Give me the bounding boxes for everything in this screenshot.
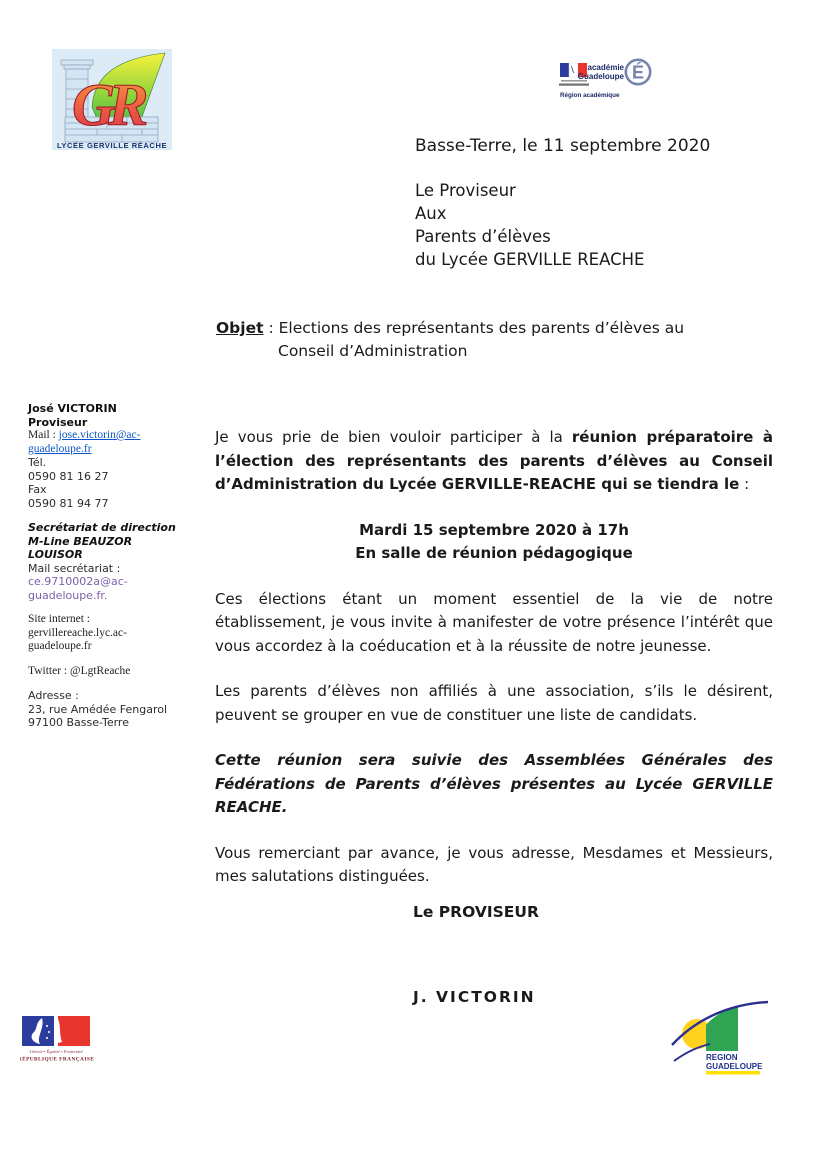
republique-motto: Liberté • Égalité • Fraternité — [29, 1049, 83, 1054]
twitter-line: Twitter : @LgtReache — [28, 664, 131, 677]
address-label: Adresse : — [28, 689, 79, 702]
republique-name: RÉPUBLIQUE FRANÇAISE — [20, 1056, 94, 1063]
website-label: Site internet : — [28, 613, 90, 625]
principal-title: Proviseur — [28, 415, 88, 429]
contact-sidebar — [28, 402, 178, 741]
paragraph-closing: Vous remerciant par avance, je vous adresse, Mesdames et Messieurs, mes salutations distinguées. — [215, 843, 773, 885]
yellow-bar — [706, 1071, 760, 1075]
school-logo — [52, 49, 172, 150]
principal-name: José VICTORIN — [28, 402, 117, 415]
academy-logo-graphic — [556, 54, 658, 102]
address-line2: 97100 Basse-Terre — [28, 716, 129, 729]
mail-label: Mail : — [28, 429, 59, 441]
recipient-line: Le Proviseur — [415, 181, 516, 200]
secretariat-group — [28, 521, 178, 602]
signature-title: Le PROVISEUR — [413, 903, 539, 921]
academy-e-icon — [626, 60, 650, 84]
subject-text: Elections des représentants des parents d’élèves au — [278, 319, 685, 337]
region-name-line2: GUADELOUPE — [706, 1062, 763, 1071]
principal-mail-link[interactable]: jose.victorin@ac-guadeloupe.fr — [28, 429, 141, 455]
island-shape — [706, 1007, 738, 1051]
subject-block — [216, 317, 684, 363]
principal-contact-group — [28, 402, 178, 510]
meeting-date: Mardi 15 septembre 2020 à 17h — [359, 520, 629, 539]
recipient-block — [415, 179, 644, 271]
principal-mail-line — [28, 429, 178, 456]
secretariat-mail-link[interactable]: ce.9710002a@ac-guadeloupe.fr. — [28, 575, 128, 602]
recipient-line: Parents d’élèves — [415, 227, 551, 246]
recipient-line: du Lycée GERVILLE REACHE — [415, 250, 645, 269]
fax-label: Fax — [28, 483, 47, 496]
region-name-line1: REGION — [706, 1053, 738, 1062]
paragraph-candidates: Les parents d’élèves non affiliés à une association, s’ils le désirent, peuvent se grouper en vue de constituer une liste de candidats. — [215, 682, 773, 724]
invitation-bold-text: réunion préparatoire à l’élection des représentants des parents d’élèves au Conseil d’Administration du Lycée GERVILLE-REACHE qui se tiendra le — [215, 428, 773, 493]
subject-line1 — [216, 317, 684, 340]
date-line: Basse-Terre, le 11 septembre 2020 — [415, 136, 711, 156]
academy-line1: académie — [587, 63, 624, 72]
secretariat-mail-label: Mail secrétariat : — [28, 561, 121, 575]
school-logo-label: LYCÉE GERVILLE RÉACHE — [56, 141, 168, 150]
fax-number: 0590 81 94 77 — [28, 496, 109, 510]
secretariat-title: Secrétariat de direction — [28, 521, 176, 534]
address-group — [28, 689, 178, 730]
address-line1: 23, rue Amédée Fengarol — [28, 702, 168, 716]
letter-body — [215, 426, 773, 911]
subject-separator: : — [263, 319, 279, 337]
tel-number: 0590 81 16 27 — [28, 469, 109, 483]
recipient-line: Aux — [415, 204, 447, 223]
school-logo-graphic — [52, 49, 172, 150]
academy-line2: Guadeloupe — [577, 72, 624, 81]
region-logo-graphic — [670, 999, 772, 1075]
meeting-details — [215, 519, 773, 566]
tel-label: Tél. — [28, 456, 47, 469]
republique-francaise-logo — [20, 1016, 94, 1066]
school-initials: GR — [72, 72, 142, 138]
website-group — [28, 613, 178, 654]
republique-logo-graphic — [20, 1016, 94, 1066]
website-url: gervillereache.lyc.ac-guadeloupe.fr — [28, 626, 127, 652]
region-guadeloupe-logo — [670, 999, 772, 1075]
paragraph-invitation: Je vous prie de bien vouloir participer à la réunion préparatoire à l’élection des représentants des parents d’élèves au Conseil d’Administration du Lycée GERVILLE-REACHE qui se tiendra le : — [215, 428, 773, 493]
meeting-place: En salle de réunion pédagogique — [355, 544, 633, 562]
subject-label: Objet — [216, 319, 264, 337]
academy-logo — [556, 54, 658, 102]
paragraph-assemblies: Cette réunion sera suivie des Assemblées Générales des Fédérations de Parents d’élèves présentes au Lycée GERVILLE REACHE. — [215, 751, 773, 816]
paragraph-importance: Ces élections étant un moment essentiel de la vie de notre établissement, je vous invite à manifester de votre présence l’intérêt que vous accordez à la coéducation et à la réussite de notre jeunesse. — [215, 589, 773, 655]
secretariat-name: M-Line BEAUZOR LOUISOR — [28, 534, 133, 561]
svg-text:É: É — [631, 62, 645, 83]
academy-region-line: Région académique — [560, 92, 620, 99]
subject-line2: Conseil d’Administration — [278, 342, 468, 360]
signature-name: J. VICTORIN — [413, 988, 536, 1006]
